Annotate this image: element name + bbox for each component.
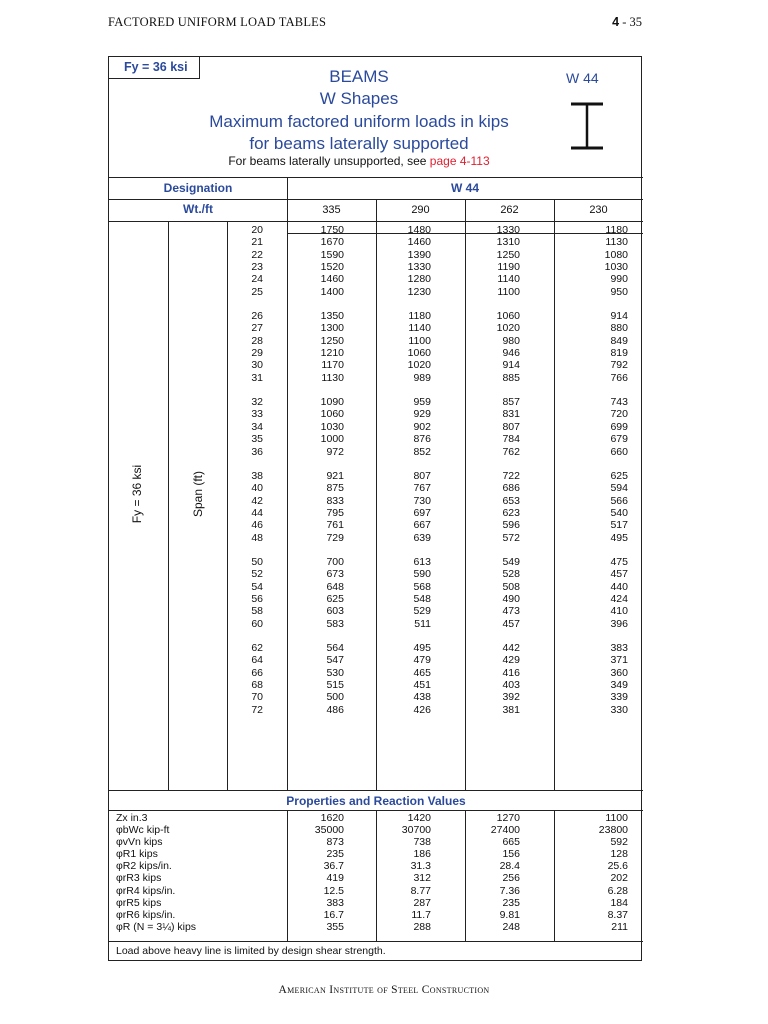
property-value: 186	[413, 848, 431, 861]
group-gap	[227, 630, 263, 642]
load-value: 989	[413, 371, 431, 384]
group-gap	[465, 544, 520, 556]
load-value: 490	[502, 592, 520, 605]
divider	[109, 941, 643, 942]
load-value: 1180	[605, 224, 628, 236]
span-value: 50	[251, 555, 263, 568]
load-value: 623	[502, 506, 520, 519]
property-value: 1620	[320, 812, 344, 824]
property-value: 27400	[490, 824, 520, 837]
load-value: 762	[502, 445, 520, 458]
group-gap	[287, 458, 344, 470]
load-value: 594	[610, 482, 628, 495]
load-value: 583	[326, 617, 344, 630]
span-value: 48	[251, 531, 263, 544]
load-value: 722	[502, 469, 520, 482]
load-value: 457	[502, 617, 520, 630]
load-value: 959	[413, 396, 431, 409]
props-column-290	[376, 812, 431, 933]
span-value: 21	[251, 236, 263, 249]
load-value: 1140	[497, 273, 520, 286]
props-column-335	[287, 812, 344, 933]
span-value: 24	[251, 273, 263, 286]
load-value: 1020	[407, 359, 431, 372]
load-value: 396	[610, 617, 628, 630]
weight-262: 262	[500, 204, 519, 216]
fy-side-label: Fy = 36 ksi	[130, 464, 144, 524]
weight-label: Wt./ft	[183, 202, 213, 216]
span-value: 29	[251, 347, 263, 360]
group-gap	[227, 298, 263, 310]
property-value: 6.28	[607, 884, 628, 897]
load-value: 426	[413, 703, 431, 716]
group-gap	[287, 298, 344, 310]
property-value: 28.4	[499, 860, 520, 873]
group-gap	[554, 298, 628, 310]
span-side-label: Span (ft)	[191, 470, 205, 518]
load-value: 950	[610, 285, 628, 298]
divider	[168, 221, 169, 790]
load-value: 517	[610, 519, 628, 532]
property-value: 312	[413, 872, 431, 885]
span-value: 62	[251, 641, 263, 654]
load-value: 429	[502, 654, 520, 667]
load-value: 784	[502, 433, 520, 446]
load-value: 720	[610, 408, 628, 421]
load-value: 767	[413, 482, 431, 495]
load-value: 1520	[320, 261, 344, 274]
load-value: 530	[326, 666, 344, 679]
load-column-290	[376, 224, 431, 716]
span-value: 31	[251, 371, 263, 384]
load-value: 416	[502, 666, 520, 679]
load-value: 442	[502, 641, 520, 654]
span-value: 68	[251, 679, 263, 691]
property-value: 665	[502, 836, 520, 849]
load-value: 807	[502, 420, 520, 433]
load-value: 1460	[320, 273, 344, 286]
group-gap	[227, 544, 263, 556]
weight-230: 230	[589, 204, 608, 216]
property-value: 16.7	[323, 908, 344, 921]
property-label: φrR6 kips/in.	[116, 908, 176, 921]
load-value: 730	[413, 494, 431, 507]
group-gap	[465, 298, 520, 310]
load-value: 880	[610, 322, 628, 335]
span-value: 27	[251, 322, 263, 335]
load-value: 1460	[407, 236, 431, 249]
span-value: 56	[251, 592, 263, 605]
span-value: 60	[251, 617, 263, 630]
load-value: 1330	[496, 224, 520, 236]
shape-header: W 44	[450, 181, 479, 195]
property-value: 8.37	[607, 908, 628, 921]
load-value: 613	[413, 555, 431, 568]
load-value: 914	[502, 359, 520, 372]
load-value: 667	[413, 519, 431, 532]
property-value: 128	[610, 848, 628, 861]
span-value: 35	[251, 433, 263, 446]
title-laterally-supported: for beams laterally supported	[249, 134, 469, 153]
span-value: 33	[251, 408, 263, 421]
load-value: 1350	[320, 310, 344, 323]
load-value: 457	[610, 568, 628, 581]
properties-labels	[116, 812, 196, 933]
span-value: 42	[251, 494, 263, 507]
property-value: 873	[326, 836, 344, 849]
load-value: 743	[610, 396, 628, 409]
span-value: 40	[251, 482, 263, 495]
load-value: 1250	[320, 334, 344, 347]
property-value: 1100	[605, 812, 628, 824]
load-table	[108, 56, 642, 961]
load-value: 653	[502, 494, 520, 507]
property-value: 592	[610, 836, 628, 849]
load-value: 673	[326, 568, 344, 581]
group-gap	[554, 458, 628, 470]
property-value: 235	[502, 896, 520, 909]
load-value: 603	[326, 605, 344, 618]
group-gap	[287, 384, 344, 396]
load-value: 914	[610, 310, 628, 323]
property-label: φR (N = 3¼) kips	[116, 920, 197, 933]
load-value: 596	[502, 519, 520, 532]
load-value: 528	[502, 568, 520, 581]
load-value: 566	[610, 494, 628, 507]
load-value: 699	[610, 420, 628, 433]
span-value: 72	[251, 703, 263, 716]
property-value: 419	[326, 872, 344, 885]
load-value: 795	[326, 506, 344, 519]
load-value: 511	[414, 617, 431, 630]
load-value: 679	[610, 433, 628, 446]
load-value: 548	[413, 592, 431, 605]
load-value: 729	[326, 531, 344, 544]
page-suffix: - 35	[619, 15, 642, 29]
property-label: φbWc kip-ft	[116, 824, 170, 837]
property-value: 30700	[401, 824, 431, 837]
load-value: 660	[610, 445, 628, 458]
divider	[109, 177, 643, 178]
property-value: 211	[611, 920, 628, 933]
load-value: 339	[610, 691, 628, 704]
unsupported-note	[164, 154, 554, 168]
load-value: 1130	[321, 371, 344, 384]
span-value: 52	[251, 568, 263, 581]
load-value: 1400	[320, 285, 344, 298]
load-value: 564	[326, 641, 344, 654]
load-value: 495	[413, 641, 431, 654]
load-value: 902	[413, 420, 431, 433]
group-gap	[465, 458, 520, 470]
load-value: 529	[413, 605, 431, 618]
load-value: 371	[610, 654, 628, 667]
shape-label: W 44	[566, 70, 599, 86]
load-value: 515	[326, 679, 344, 691]
property-value: 235	[326, 848, 344, 861]
load-value: 1210	[320, 347, 344, 360]
load-value: 1100	[408, 334, 431, 347]
load-value: 819	[610, 347, 628, 360]
load-value: 1480	[407, 224, 431, 236]
property-label: φrR3 kips	[116, 872, 162, 885]
property-value: 288	[413, 920, 431, 933]
load-value: 1000	[320, 433, 344, 446]
group-gap	[554, 384, 628, 396]
load-value: 475	[610, 555, 628, 568]
group-gap	[376, 630, 431, 642]
property-value: 287	[413, 896, 431, 909]
group-gap	[376, 298, 431, 310]
span-value: 20	[251, 224, 263, 236]
load-value: 381	[502, 703, 520, 716]
fy-box: Fy = 36 ksi	[109, 57, 200, 79]
property-value: 184	[610, 896, 628, 909]
properties-heading: Properties and Reaction Values	[286, 794, 466, 808]
load-value: 410	[610, 605, 628, 618]
load-value: 473	[502, 605, 520, 618]
page-link[interactable]: page 4-113	[429, 154, 490, 168]
load-value: 1060	[407, 347, 431, 360]
load-value: 1250	[496, 248, 520, 261]
span-value: 30	[251, 359, 263, 372]
group-gap	[376, 384, 431, 396]
property-value: 36.7	[323, 860, 344, 873]
span-value: 38	[251, 469, 263, 482]
load-value: 929	[413, 408, 431, 421]
property-value: 9.81	[499, 908, 520, 921]
load-value: 875	[326, 482, 344, 495]
load-value: 1330	[407, 261, 431, 274]
property-value: 355	[326, 920, 344, 933]
property-value: 11.7	[411, 908, 431, 921]
span-value: 36	[251, 445, 263, 458]
load-value: 1130	[605, 236, 628, 249]
load-value: 1060	[496, 310, 520, 323]
load-value: 1180	[408, 310, 431, 323]
property-value: 12.5	[323, 884, 344, 897]
load-value: 639	[413, 531, 431, 544]
property-value: 383	[326, 896, 344, 909]
property-label: φR1 kips	[116, 848, 158, 861]
property-label: φrR5 kips	[116, 896, 162, 909]
load-value: 766	[610, 371, 628, 384]
property-label: φR2 kips/in.	[116, 860, 172, 873]
load-value: 568	[413, 580, 431, 593]
group-gap	[554, 544, 628, 556]
designation-label: Designation	[163, 181, 233, 195]
load-value: 1300	[320, 322, 344, 335]
load-value: 1030	[320, 420, 344, 433]
title-max-loads: Maximum factored uniform loads in kips	[209, 112, 509, 131]
load-value: 572	[502, 531, 520, 544]
i-beam-icon	[570, 102, 604, 150]
span-value: 26	[251, 310, 263, 323]
property-value: 156	[502, 848, 520, 861]
group-gap	[465, 384, 520, 396]
load-value: 792	[610, 359, 628, 372]
property-value: 31.3	[410, 860, 431, 873]
unsupported-note-text: For beams laterally unsupported, see	[228, 154, 430, 168]
span-value: 66	[251, 666, 263, 679]
span-value: 64	[251, 654, 263, 667]
load-value: 547	[326, 654, 344, 667]
load-value: 1170	[321, 359, 344, 372]
span-value: 23	[251, 261, 263, 274]
load-value: 349	[610, 679, 628, 691]
load-value: 1280	[407, 273, 431, 286]
group-gap	[376, 544, 431, 556]
load-value: 921	[326, 469, 344, 482]
weight-335: 335	[322, 204, 341, 216]
load-value: 495	[610, 531, 628, 544]
load-value: 1390	[407, 248, 431, 261]
load-value: 1140	[408, 322, 431, 335]
load-value: 700	[326, 555, 344, 568]
load-column-335	[287, 224, 344, 716]
load-value: 500	[326, 691, 344, 704]
load-value: 1590	[320, 248, 344, 261]
property-value: 202	[610, 872, 628, 885]
load-value: 1020	[496, 322, 520, 335]
property-value: 7.36	[499, 884, 520, 897]
span-column	[227, 224, 263, 716]
property-value: 8.77	[410, 884, 431, 897]
property-value: 35000	[314, 824, 344, 837]
property-value: 738	[413, 836, 431, 849]
load-value: 1310	[496, 236, 520, 249]
chapter-number: 4	[612, 15, 620, 29]
load-value: 807	[413, 469, 431, 482]
load-value: 833	[326, 494, 344, 507]
load-value: 697	[413, 506, 431, 519]
load-value: 590	[413, 568, 431, 581]
load-value: 972	[326, 445, 344, 458]
load-value: 885	[502, 371, 520, 384]
property-label: Zx in.3	[116, 812, 148, 824]
load-value: 383	[610, 641, 628, 654]
props-column-230	[554, 812, 628, 933]
span-value: 58	[251, 605, 263, 618]
span-value: 70	[251, 691, 263, 704]
divider	[109, 221, 287, 222]
group-gap	[554, 630, 628, 642]
running-header: FACTORED UNIFORM LOAD TABLES	[108, 15, 327, 29]
span-value: 46	[251, 519, 263, 532]
load-value: 1750	[320, 224, 344, 236]
load-value: 1230	[407, 285, 431, 298]
load-value: 486	[326, 703, 344, 716]
title-w-shapes: W Shapes	[319, 89, 399, 108]
group-gap	[465, 630, 520, 642]
load-value: 438	[413, 691, 431, 704]
group-gap	[227, 384, 263, 396]
footnote: Load above heavy line is limited by design shear strength.	[116, 945, 386, 957]
property-value: 23800	[598, 824, 628, 837]
group-gap	[287, 544, 344, 556]
span-value: 32	[251, 396, 263, 409]
span-value: 22	[251, 248, 263, 261]
load-value: 1670	[320, 236, 344, 249]
load-value: 831	[502, 408, 520, 421]
load-column-262	[465, 224, 520, 716]
load-column-230	[554, 224, 628, 716]
load-value: 980	[502, 334, 520, 347]
weight-290: 290	[411, 204, 430, 216]
load-value: 876	[413, 433, 431, 446]
load-value: 465	[413, 666, 431, 679]
property-value: 1270	[496, 812, 520, 824]
load-value: 479	[413, 654, 431, 667]
load-value: 852	[413, 445, 431, 458]
props-column-262	[465, 812, 520, 933]
span-value: 34	[251, 420, 263, 433]
span-value: 44	[251, 506, 263, 519]
property-value: 248	[502, 920, 520, 933]
group-gap	[287, 630, 344, 642]
property-value: 256	[502, 872, 520, 885]
load-value: 625	[610, 469, 628, 482]
load-value: 508	[502, 580, 520, 593]
load-value: 540	[610, 506, 628, 519]
load-value: 946	[502, 347, 520, 360]
load-value: 686	[502, 482, 520, 495]
span-value: 25	[251, 285, 263, 298]
load-value: 1100	[497, 285, 520, 298]
load-value: 424	[610, 592, 628, 605]
footer: American Institute of Steel Construction	[278, 984, 490, 996]
load-value: 849	[610, 334, 628, 347]
load-value: 648	[326, 580, 344, 593]
load-value: 857	[502, 396, 520, 409]
load-value: 761	[326, 519, 344, 532]
property-value: 25.6	[607, 860, 628, 873]
load-value: 549	[502, 555, 520, 568]
load-value: 1090	[320, 396, 344, 409]
load-value: 451	[413, 679, 431, 691]
property-label: φrR4 kips/in.	[116, 884, 176, 897]
span-value: 54	[251, 580, 263, 593]
load-value: 1190	[497, 261, 520, 274]
load-value: 360	[610, 666, 628, 679]
load-value: 1030	[604, 261, 628, 274]
group-gap	[376, 458, 431, 470]
divider	[109, 790, 643, 791]
load-value: 625	[326, 592, 344, 605]
span-value: 28	[251, 334, 263, 347]
property-label: φvVn kips	[116, 836, 163, 849]
load-value: 403	[502, 679, 520, 691]
load-value: 1060	[320, 408, 344, 421]
title-beams: BEAMS	[329, 67, 389, 86]
load-value: 990	[610, 273, 628, 286]
load-value: 440	[610, 580, 628, 593]
load-value: 330	[610, 703, 628, 716]
load-value: 1080	[604, 248, 628, 261]
page-number	[612, 15, 642, 30]
property-value: 1420	[407, 812, 431, 824]
load-value: 392	[502, 691, 520, 704]
group-gap	[227, 458, 263, 470]
